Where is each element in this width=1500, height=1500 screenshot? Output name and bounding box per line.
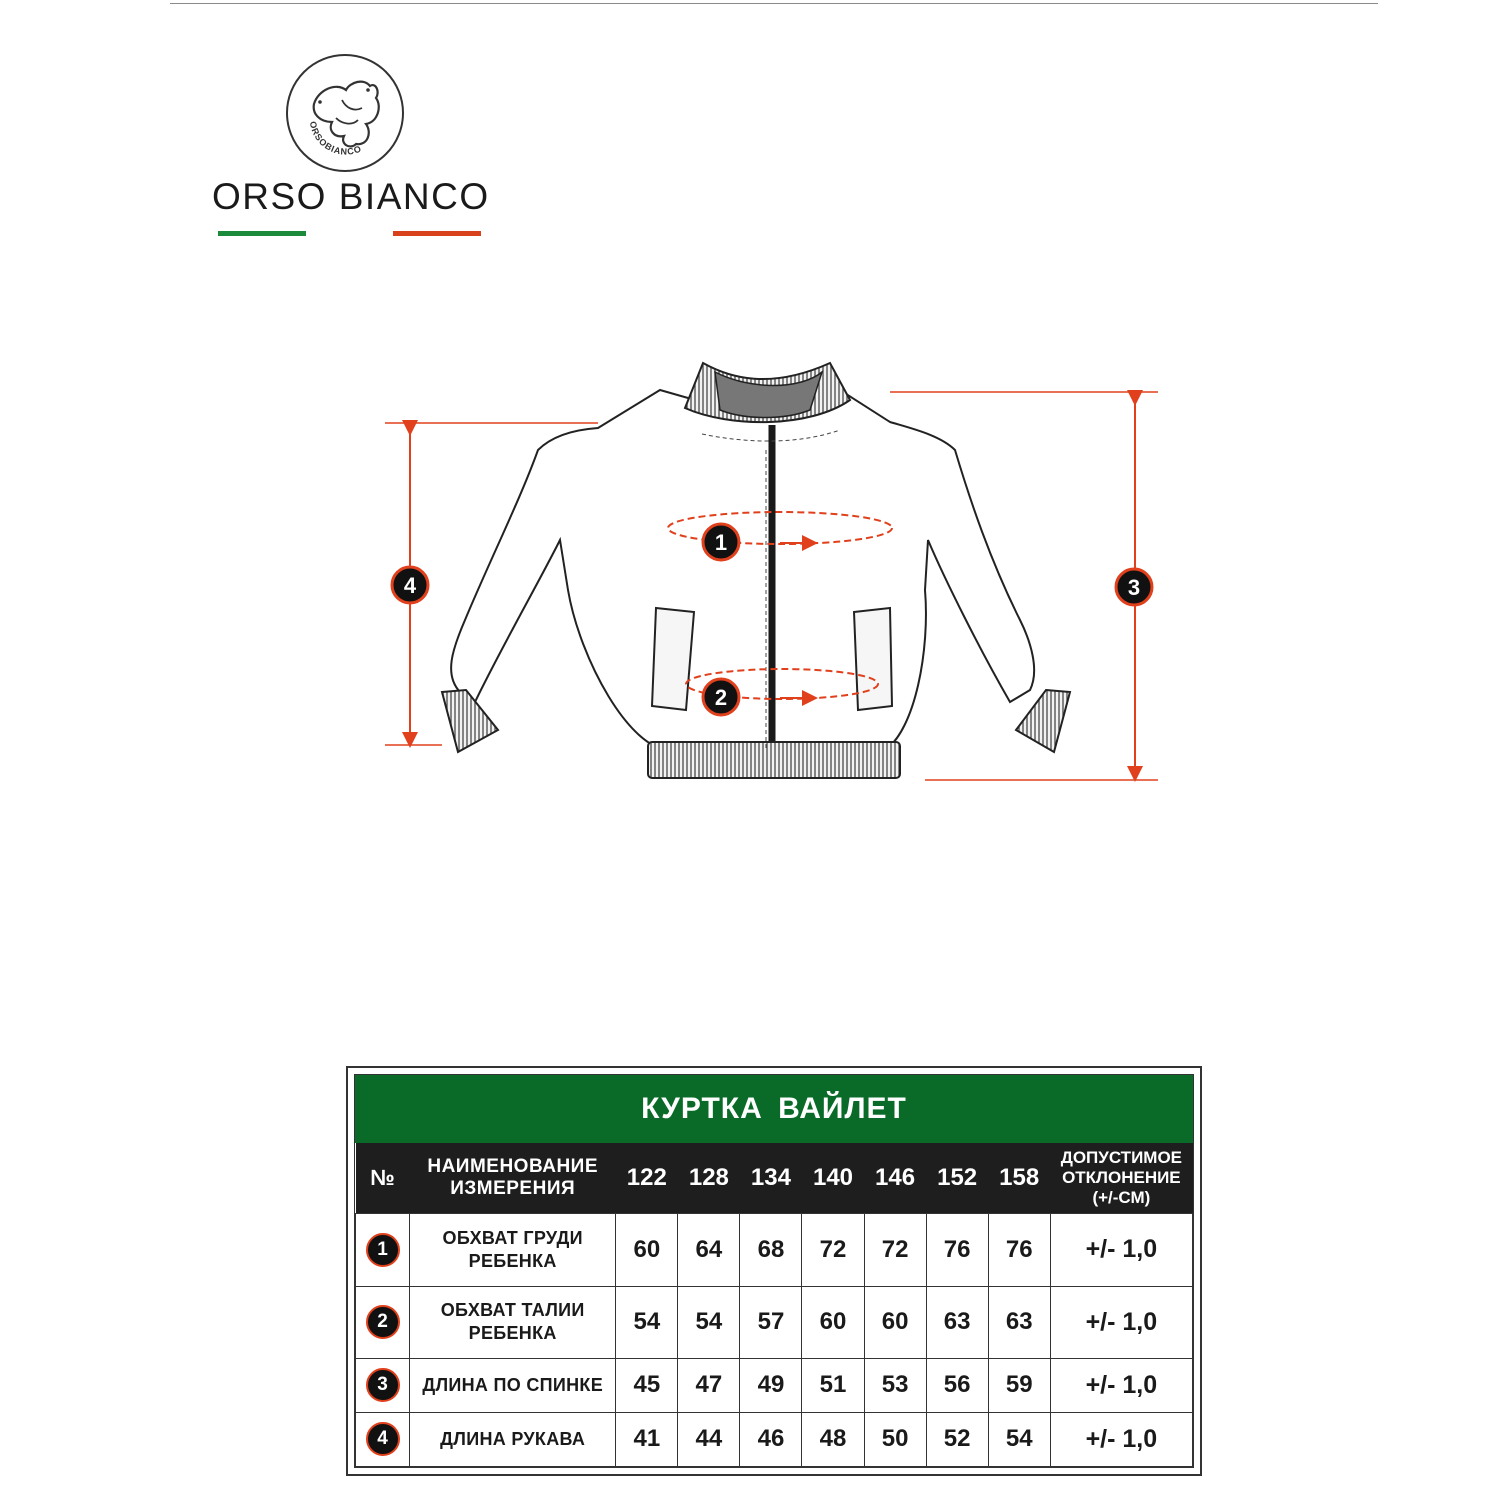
row-number-badge: 1	[366, 1233, 400, 1267]
size-chart-title: КУРТКА ВАЙЛЕТ	[355, 1075, 1193, 1143]
value-cell: 72	[864, 1214, 926, 1287]
header-measurement-name: НАИМЕНОВАНИЕ ИЗМЕРЕНИЯ	[410, 1143, 616, 1214]
tolerance-cell: +/- 1,0	[1050, 1286, 1192, 1359]
value-cell: 41	[616, 1412, 678, 1466]
header-tolerance: ДОПУСТИМОЕ ОТКЛОНЕНИЕ (+/-СМ)	[1050, 1143, 1192, 1214]
value-cell: 48	[802, 1412, 864, 1466]
header-size-134: 134	[740, 1143, 802, 1214]
size-table	[355, 1143, 1193, 1467]
row-label: ДЛИНА ПО СПИНКЕ	[410, 1359, 616, 1413]
value-cell: 63	[926, 1286, 988, 1359]
value-cell: 51	[802, 1359, 864, 1413]
value-cell: 46	[740, 1412, 802, 1466]
italian-flag-green-stripe	[218, 231, 306, 236]
right-pocket	[854, 608, 892, 710]
jacket-hem	[648, 742, 900, 778]
header-size-122: 122	[616, 1143, 678, 1214]
svg-text:1: 1	[714, 530, 728, 555]
marker-2	[703, 679, 739, 715]
marker-4	[392, 567, 428, 603]
jacket-outline	[451, 390, 1034, 750]
tolerance-cell: +/- 1,0	[1050, 1214, 1192, 1287]
value-cell: 53	[864, 1359, 926, 1413]
table-header-row	[356, 1143, 1193, 1214]
header-size-146: 146	[864, 1143, 926, 1214]
value-cell: 57	[740, 1286, 802, 1359]
tolerance-cell: +/- 1,0	[1050, 1412, 1192, 1466]
svg-text:ORSOBIANCO: ORSOBIANCO	[307, 120, 364, 157]
value-cell: 64	[678, 1214, 740, 1287]
value-cell: 47	[678, 1359, 740, 1413]
row-label: ОБХВАТ ТАЛИИ РЕБЕНКА	[410, 1286, 616, 1359]
value-cell: 50	[864, 1412, 926, 1466]
row-badge-cell	[356, 1359, 410, 1413]
value-cell: 72	[802, 1214, 864, 1287]
header-size-140: 140	[802, 1143, 864, 1214]
value-cell: 54	[616, 1286, 678, 1359]
brand-name: ORSO BIANCO	[212, 176, 490, 217]
row-number-badge: 2	[366, 1305, 400, 1339]
row-badge-cell	[356, 1412, 410, 1466]
value-cell: 60	[864, 1286, 926, 1359]
size-chart	[346, 1066, 1202, 1476]
header-size-128: 128	[678, 1143, 740, 1214]
table-row	[356, 1286, 1193, 1359]
marker-3	[1116, 569, 1152, 605]
italian-flag-red-stripe	[393, 231, 481, 236]
value-cell: 54	[988, 1412, 1050, 1466]
value-cell: 56	[926, 1359, 988, 1413]
value-cell: 59	[988, 1359, 1050, 1413]
value-cell: 76	[926, 1214, 988, 1287]
svg-text:4: 4	[403, 573, 417, 598]
value-cell: 49	[740, 1359, 802, 1413]
row-number-badge: 4	[366, 1422, 400, 1456]
row-label: ДЛИНА РУКАВА	[410, 1412, 616, 1466]
row-number-badge: 3	[366, 1368, 400, 1402]
value-cell: 68	[740, 1214, 802, 1287]
table-row	[356, 1359, 1193, 1413]
value-cell: 60	[616, 1214, 678, 1287]
top-divider	[170, 3, 1378, 4]
value-cell: 54	[678, 1286, 740, 1359]
row-label: ОБХВАТ ГРУДИ РЕБЕНКА	[410, 1214, 616, 1287]
header-size-158: 158	[988, 1143, 1050, 1214]
header-no: №	[356, 1143, 410, 1214]
svg-text:2: 2	[714, 685, 728, 710]
row-badge-cell	[356, 1214, 410, 1287]
row-badge-cell	[356, 1286, 410, 1359]
value-cell: 63	[988, 1286, 1050, 1359]
jacket-measurement-diagram	[370, 350, 1170, 800]
table-row	[356, 1214, 1193, 1287]
value-cell: 44	[678, 1412, 740, 1466]
orso-bianco-bear-logo	[284, 52, 406, 174]
tolerance-cell: +/- 1,0	[1050, 1359, 1192, 1413]
value-cell: 60	[802, 1286, 864, 1359]
value-cell: 52	[926, 1412, 988, 1466]
header-size-152: 152	[926, 1143, 988, 1214]
value-cell: 45	[616, 1359, 678, 1413]
value-cell: 76	[988, 1214, 1050, 1287]
table-row	[356, 1412, 1193, 1466]
left-cuff	[442, 690, 498, 752]
right-cuff	[1016, 690, 1070, 752]
svg-text:3: 3	[1127, 575, 1141, 600]
marker-1	[703, 524, 739, 560]
left-pocket	[652, 608, 694, 710]
